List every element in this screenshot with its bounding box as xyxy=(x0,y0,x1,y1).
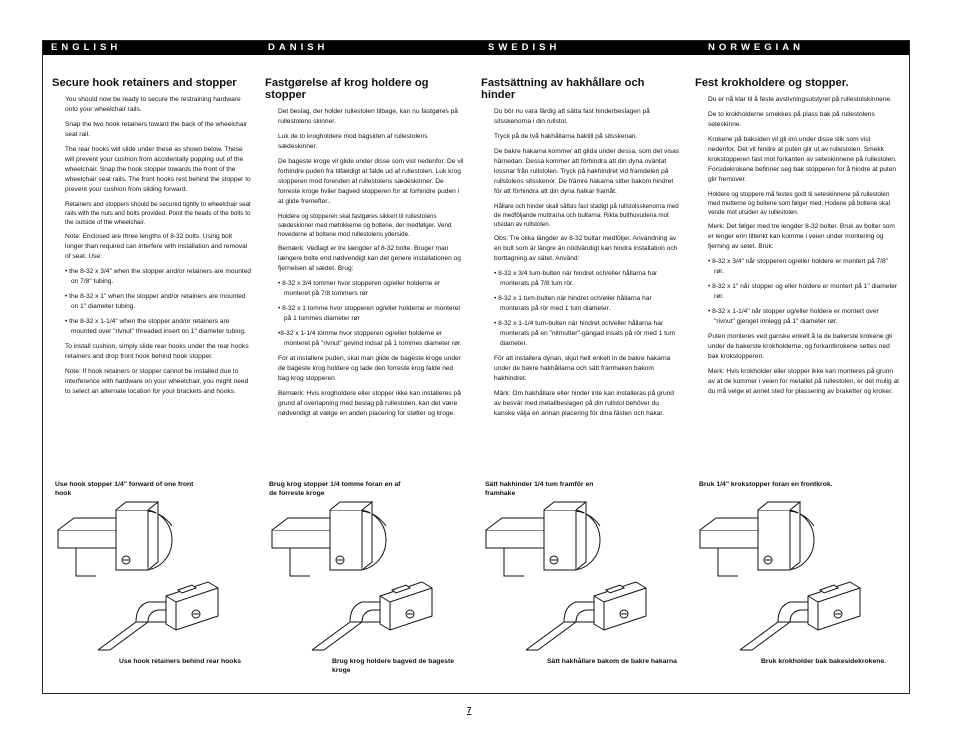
paragraph: Det beslag, der holder rullestolen tilbage, kan nu fastgøres på rullestolens skinner. xyxy=(278,108,458,125)
figure-caption-retainer: Bruk krokholder bak bakesidekrokene. xyxy=(761,658,887,665)
figure-caption-stopper: Bruk 1/4" krokstopper foran en frontkrok. xyxy=(699,481,833,488)
bolt-list xyxy=(65,267,252,337)
note-paragraph: Note: Enclosed are three lengths of 8-32 bolts. Using bolt longer than required can interfere with installation and removal of seat. Use: xyxy=(65,233,248,260)
section-title: Fest krokholdere og stopper. xyxy=(695,77,849,89)
column-danish xyxy=(265,77,465,424)
hook-retainer-illustration xyxy=(310,576,440,659)
list-item: • 8-32 x 3/4 tum-bulten när hindret och/eller hållarna har monterats på 7/8 tum rör. xyxy=(494,270,658,287)
list-item: • the 8-32 x 1-1/4" when the stopper and/or retainers are mounted over "rivnut" threaded insert on 1" diameter tubing. xyxy=(65,318,246,335)
page-number: 7 xyxy=(467,706,472,715)
column-swedish xyxy=(481,77,681,424)
paragraph: Luk de to krogholdere mod bagsiden af rullestolens sædeskinner. xyxy=(278,133,428,150)
hook-stopper-illustration xyxy=(56,500,186,585)
list-item: • 8-32 x 1 tum-bulten när hindret och/eller hållarna har monterats på rör med 1 tum diameter. xyxy=(494,295,652,312)
list-item: • 8-32 x 1 tomme hvor stopperen og/eller holderne er monteret på 1 tommes diameter rør xyxy=(278,305,461,322)
paragraph: To install cushion, simply slide rear hooks under the rear hooks retainers and drop front hook behind hook stopper. xyxy=(65,343,249,360)
paragraph: Du er nå klar til å feste avstivningsutstyret på rullestolskinnene. xyxy=(708,96,892,103)
paragraph: De bageste kroge vil glide under disse som vist nedenfor. De vil forhindre puden fra tilfældigt at falde ud af rullestolen. Luk krog stopperen mod forenden af rullestolens sædeskinner. De forreste kroge hviler bagved stopperen for at forhindre puden i at glide fremefter.. xyxy=(278,158,464,205)
column-english xyxy=(52,77,252,402)
paragraph: För att installera dynan, skjut helt enkelt in de bakre hakarna under de bakre hakhållarna och sätt framhaken bakom hakhindret. xyxy=(494,355,671,382)
list-item: •8-32 x 1-1/4 tomme hvor stopperen og/eller holderne er monteret på "rivnut" gevind indsat på 1 tommes diameter rør. xyxy=(278,330,462,347)
note-paragraph: Märk: Om hakhållare eller hinder inte kan installeras på grund av besvär med metallbeslagen på din rullstol behöver du kanske välja en annan placering för dina fästen och hakar. xyxy=(494,390,674,417)
paragraph: Hållare och hinder skall sättas fast stadigt på rullstolsskenorna med de medföljande muttrarna och bultarna. Rikta bulthuvudena mot utsidan av rullstolen. xyxy=(494,203,679,228)
paragraph: De to krokholderne smekkes på plass bak på rullestolens seteskinne. xyxy=(708,111,875,128)
paragraph: Snap the two hook retainers toward the back of the wheelchair seat rail. xyxy=(65,121,248,138)
lang-label-danish: DANISH xyxy=(268,42,329,53)
lang-label-swedish: SWEDISH xyxy=(488,42,561,53)
bolt-list xyxy=(708,257,899,327)
note-paragraph: Merk: Hvis krokholder eller stopper ikke kan monteres på grunn av at de kommer i veien for metallet på rullestolen, er det mulig at du må velge et annet sted for plassering av braketter og kroker. xyxy=(708,368,899,395)
figure-caption-stopper: Use hook stopper 1/4" forward of one front hook xyxy=(55,481,194,497)
list-item: • 8-32 x 3/4 tommer hvor stopperen og/eller holderne er monteret på 7/8 tommers rør xyxy=(278,280,441,297)
paragraph: Holdere og stopperen skal fastgøres sikkert til rullestolens sædeskinner med møtrikkerne og boltene, der medfølger. Vend hovederne af boltene mod rullestolens yderside. xyxy=(278,213,452,238)
hook-stopper-illustration xyxy=(270,500,400,585)
bolt-list xyxy=(278,279,465,349)
paragraph: Holdere og stoppere må festes godt til seteskinnene på rullestolen med mutterne og boltene som følger med. Hodene på boltene skal vende mot utsiden av rullestolen. xyxy=(708,191,890,216)
list-item: • the 8-32 x 1" when the stopper and/or retainers are mounted on 1" diameter tubing. xyxy=(65,293,246,310)
note-paragraph: Bemærk: Hvis krogholdere eller stopper ikke kan installeres på grund af overlapning med beslag på rullestolen, kan det være nødvendigt at vælge en anden placering for støtter og kroge. xyxy=(278,390,461,417)
paragraph: De bakre hakarna kommer att glida under dessa, som det visas härnedan. Dessa kommer att förhindra att din dyna oväntat lossnar från rullstolen. Tryck på hakhindret vid framdelen på rullstolens sitsskenor. De främre hakarna sitter bakom hindret för att förhindra att din dyna halkar framåt. xyxy=(494,148,680,195)
section-title: Fastsättning av hakhållare och hinder xyxy=(481,77,645,101)
figure-caption-stopper: Sätt hakhinder 1/4 tum framför en framhake xyxy=(485,481,594,497)
list-item: • the 8-32 x 3/4" when the stopper and/or retainers are mounted on 7/8" tubing. xyxy=(65,268,252,285)
paragraph: Krokene på baksiden vil gli inn under disse slik som vist nedenfor. Det vil hindre at puten glir ut av rullestolen. Smekk krokstopperen fast mot forkanten av seteskinnene på rullestolen. Forsidekrokene befinner seg bak stopperen for å hindre at puten glir fremover. xyxy=(708,136,897,183)
hook-stopper-illustration xyxy=(698,500,828,585)
section-title: Secure hook retainers and stopper xyxy=(52,77,237,89)
list-item: • 8-32 x 1-1/4 tum-bulten när hindret och/eller hållarna har monterats på en "nitmutter"-gängad insats på rör med 1 tum diameter. xyxy=(494,320,676,347)
list-item: • 8-32 x 1-1/4" når stopper og/eller holdere er montert over "rivnut" gjenget innlegg på 1" diameter rør. xyxy=(708,308,879,325)
bolt-list xyxy=(494,269,681,349)
figure-caption-stopper: Brug krog stopper 1/4 tomme foran en af de forreste kroge xyxy=(269,481,401,497)
paragraph: Retainers and stoppers should be secured tightly to wheelchair seat rails with the nuts and bolts provided. Point the heads of the bolts to the outside of the wheelchair. xyxy=(65,201,251,226)
note-paragraph: Bemærk: Vedlagt er tre længder af 8-32 bolte. Bruger man længere bolte end nødvendigt kan det genere installationen og fjernelsen af sædet. Brug: xyxy=(278,245,461,272)
hook-retainer-illustration xyxy=(96,576,226,659)
column-norwegian xyxy=(695,77,899,402)
note-paragraph: Note: If hook retainers or stopper cannot be installed due to interference with hardware on your wheelchair, you might need to select an alternate location for your brackets and hooks. xyxy=(65,368,249,395)
language-bar xyxy=(43,41,909,55)
paragraph: Tryck på de två hakhållarna baktill på sitsskenan. xyxy=(494,133,638,140)
list-item: • 8-32 x 3/4" når stopperen og/eller holdere er montert på 7/8" rør. xyxy=(708,258,888,275)
paragraph: You should now be ready to secure the restraining hardware onto your wheelchair rails. xyxy=(65,96,241,113)
figure-caption-retainer: Sätt hakhållare bakom de bakre hakarna xyxy=(547,658,677,665)
figure-caption-retainer: Brug krog holdere bagved de bageste kroge xyxy=(332,658,454,674)
lang-label-english: ENGLISH xyxy=(51,42,122,53)
hook-retainer-illustration xyxy=(524,576,654,659)
hook-retainer-illustration xyxy=(738,576,868,659)
paragraph: The rear hooks will slide under these as shown below. These will prevent your cushion from accidentally popping out of the wheelchair. Snap the hook stopper towards the front of the wheelchair seat rails. The front hooks rest behind the stopper to prevent your cushion from sliding forward. xyxy=(65,146,251,193)
hook-stopper-illustration xyxy=(484,500,614,585)
note-paragraph: Obs: Tre olika längder av 8-32 bultar medföljer. Användning av en bult som är längre än nödvändigt kan hindra installation och borttagning av sätet. Använd: xyxy=(494,235,678,262)
note-paragraph: Merk: Det følger med tre lengder 8-32 bolter. Bruk av bolter som er lenger enn tiltenkt kan komme i veien under montering og fjerning av setet. Bruk: xyxy=(708,223,895,250)
section-title: Fastgørelse af krog holdere og stopper xyxy=(265,77,429,101)
lang-label-norwegian: NORWEGIAN xyxy=(708,42,804,53)
paragraph: Du bör nu vara färdig att sätta fast hinderbeslagen på sitsskenorna i din rullstol. xyxy=(494,108,650,125)
paragraph: For at installere puden, skal man glide de bageste kroge under de bageste krog holdere og lade den forreste krog falde ned bag krog stopperen. xyxy=(278,355,461,382)
paragraph: Puten monteres ved ganske enkelt å la de bakerste krokene gli under de bakerste krokholderne, og forkantkrokene settes ned bak krokstopperen. xyxy=(708,333,893,360)
list-item: • 8-32 x 1" når stopper og eller holdere er montert på 1" diameter rør. xyxy=(708,283,898,300)
figure-caption-retainer: Use hook retainers behind rear hooks xyxy=(119,658,242,665)
